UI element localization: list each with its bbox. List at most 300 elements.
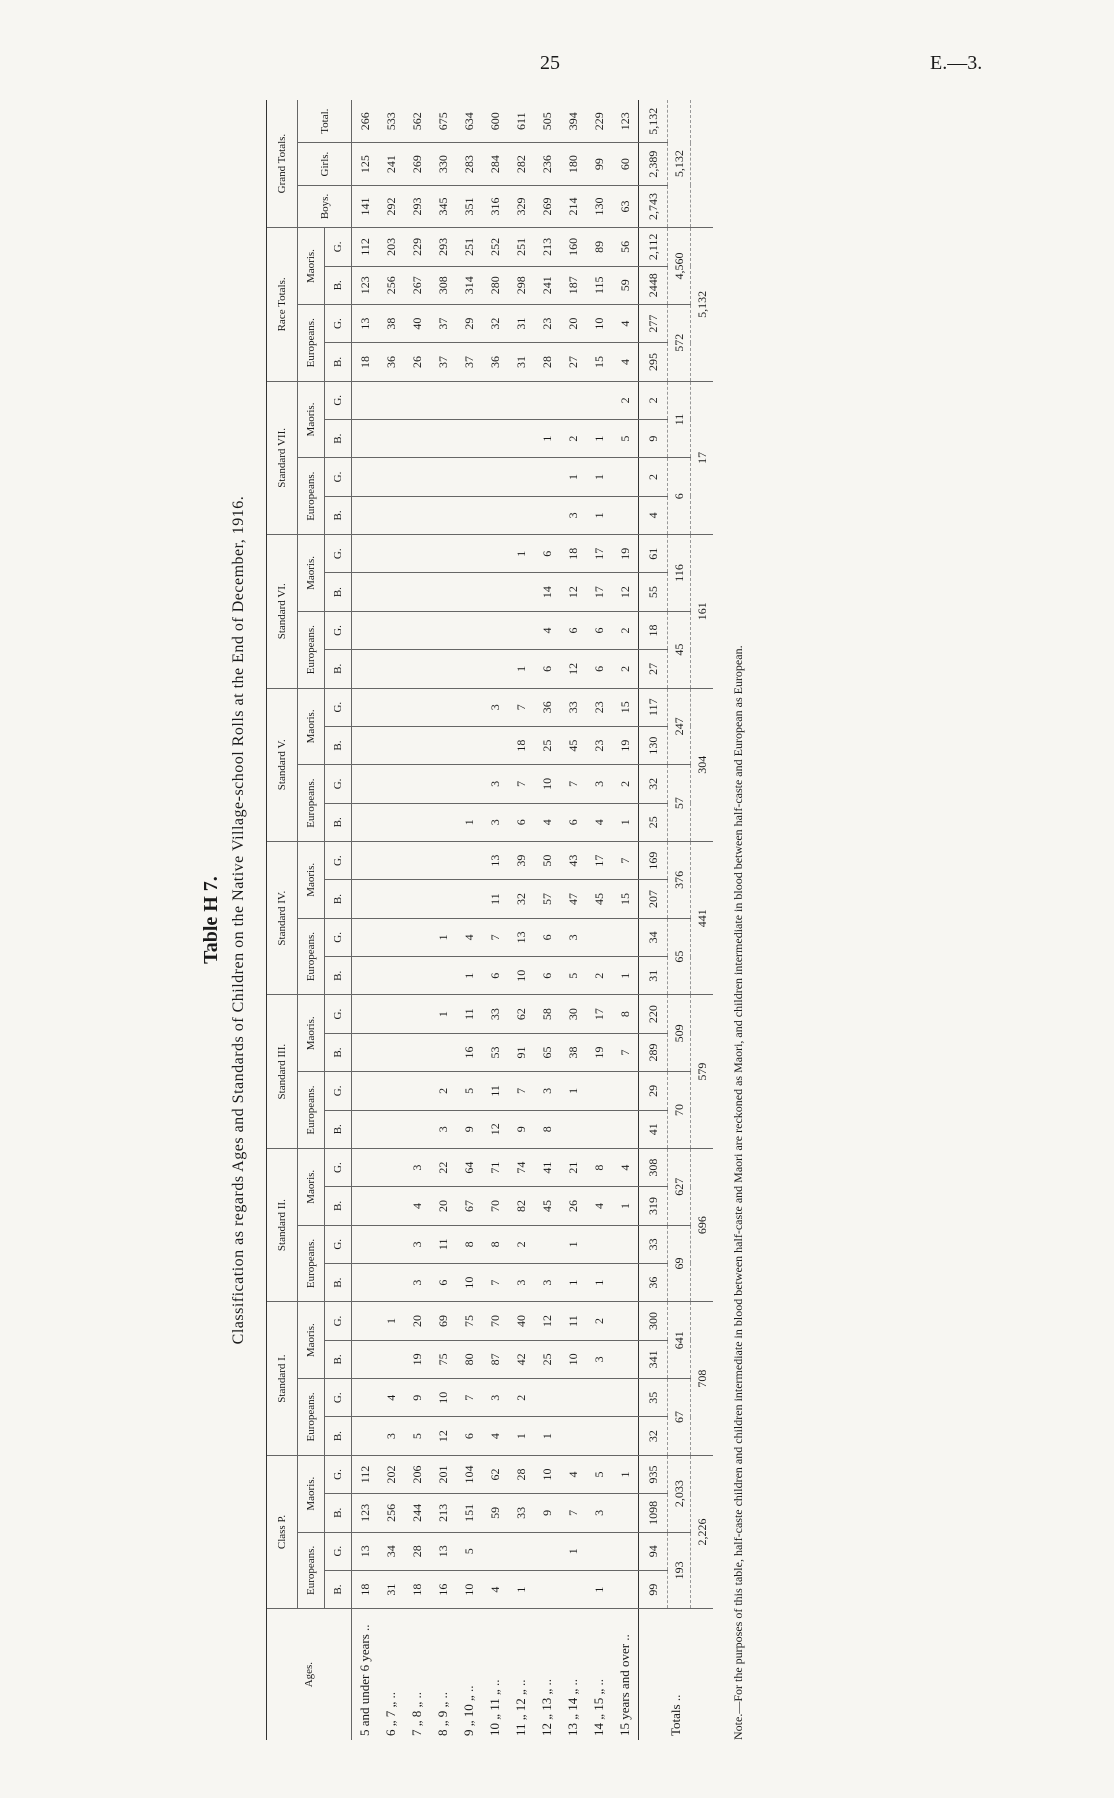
table-cell: 42 xyxy=(508,1340,534,1378)
table-cell xyxy=(612,1340,639,1378)
table-cell: 6 xyxy=(586,611,612,649)
table-cell: 123 xyxy=(612,100,639,143)
table-cell: 8 xyxy=(612,995,639,1033)
table-cell: 6 xyxy=(586,650,612,688)
table-cell: 104 xyxy=(456,1455,482,1493)
girls-col-header: G. xyxy=(325,1225,352,1263)
table-cell: 36 xyxy=(378,343,404,381)
table-cell xyxy=(378,650,404,688)
table-cell: 298 xyxy=(508,266,534,304)
boys-col-header: B. xyxy=(325,1187,352,1225)
table-cell xyxy=(430,381,456,419)
table-cell xyxy=(586,381,612,419)
table-cell xyxy=(378,995,404,1033)
table-cell xyxy=(352,1110,379,1148)
table-cell xyxy=(378,458,404,496)
girls-col-header: G. xyxy=(325,458,352,496)
totals-cell: 2,743 xyxy=(639,185,668,227)
table-cell: 269 xyxy=(534,185,560,227)
table-cell: 1 xyxy=(560,458,586,496)
girls-col-header: G. xyxy=(325,1532,352,1570)
table-cell xyxy=(404,841,430,879)
group-header: Standard II. xyxy=(267,1148,298,1301)
table-cell xyxy=(612,1417,639,1455)
table-cell: 256 xyxy=(378,1494,404,1532)
table-cell: 241 xyxy=(378,143,404,185)
table-cell: 7 xyxy=(612,841,639,879)
table-cell: 10 xyxy=(560,1340,586,1378)
totals-cell: 2448 xyxy=(639,266,668,304)
table-cell: 1 xyxy=(456,803,482,841)
standard-total-blank xyxy=(691,100,714,228)
europeans-subtotal: 65 xyxy=(668,918,691,995)
table-cell: 6 xyxy=(560,611,586,649)
table-cell: 36 xyxy=(534,688,560,726)
totals-cell: 295 xyxy=(639,343,668,381)
maoris-header: Maoris. xyxy=(298,995,325,1072)
totals-cell: 277 xyxy=(639,304,668,342)
table-cell: 56 xyxy=(612,228,639,266)
group-header: Standard VI. xyxy=(267,535,298,688)
table-cell xyxy=(378,1263,404,1301)
table-cell: 3 xyxy=(482,765,508,803)
table-cell: 3 xyxy=(534,1072,560,1110)
table-cell xyxy=(404,573,430,611)
girls-col-header: G. xyxy=(325,611,352,649)
table-cell: 13 xyxy=(352,1532,379,1570)
table-cell xyxy=(482,419,508,457)
table-cell: 8 xyxy=(482,1225,508,1263)
table-cell xyxy=(378,880,404,918)
totals-cell: 55 xyxy=(639,573,668,611)
boys-col-header: B. xyxy=(325,496,352,534)
table-title: Table H 7. xyxy=(200,876,222,964)
table-cell xyxy=(430,880,456,918)
race-subtotals-row xyxy=(668,100,691,1740)
table-cell xyxy=(612,1532,639,1570)
table-cell xyxy=(404,650,430,688)
girls-col-header: G. xyxy=(325,535,352,573)
table-cell xyxy=(404,1072,430,1110)
table-cell xyxy=(404,726,430,764)
totals-cell: 1098 xyxy=(639,1494,668,1532)
table-cell: 562 xyxy=(404,100,430,143)
header-row-race xyxy=(298,100,325,1740)
table-cell: 4 xyxy=(378,1379,404,1417)
totals-cell: 130 xyxy=(639,726,668,764)
table-cell xyxy=(352,650,379,688)
table-cell: 292 xyxy=(378,185,404,227)
table-cell: 82 xyxy=(508,1187,534,1225)
europeans-subtotal: 572 xyxy=(668,304,691,381)
table-cell: 634 xyxy=(456,100,482,143)
table-cell: 28 xyxy=(534,343,560,381)
table-cell: 9 xyxy=(534,1494,560,1532)
table-cell: 2 xyxy=(612,650,639,688)
table-cell: 251 xyxy=(456,228,482,266)
table-cell xyxy=(612,1225,639,1263)
table-cell xyxy=(352,1033,379,1071)
table-cell: 13 xyxy=(482,841,508,879)
table-cell xyxy=(378,611,404,649)
table-cell: 351 xyxy=(456,185,482,227)
table-cell: 12 xyxy=(534,1302,560,1340)
standard-total: 441 xyxy=(691,841,714,994)
table-cell xyxy=(430,650,456,688)
classification-table xyxy=(266,100,713,1740)
table-cell: 4 xyxy=(534,611,560,649)
maoris-header: Maoris. xyxy=(298,535,325,612)
group-header: Standard VII. xyxy=(267,381,298,534)
table-cell xyxy=(612,1494,639,1532)
europeans-header: Europeans. xyxy=(298,765,325,842)
table-cell: 9 xyxy=(508,1110,534,1148)
totals-cell: 2,112 xyxy=(639,228,668,266)
table-cell: 229 xyxy=(586,100,612,143)
table-cell: 284 xyxy=(482,143,508,185)
girls-col-header: G. xyxy=(325,1148,352,1186)
table-cell xyxy=(456,688,482,726)
grand-totals-header: Grand Totals. xyxy=(267,100,298,228)
table-cell xyxy=(456,611,482,649)
table-cell xyxy=(404,995,430,1033)
girls-col-header: G. xyxy=(325,841,352,879)
totals-cell: 34 xyxy=(639,918,668,956)
table-cell: 1 xyxy=(508,1417,534,1455)
table-cell xyxy=(352,496,379,534)
table-cell xyxy=(378,726,404,764)
table-cell: 5 xyxy=(456,1532,482,1570)
table-cell: 4 xyxy=(456,918,482,956)
table-cell xyxy=(534,1570,560,1608)
table-cell: 4 xyxy=(534,803,560,841)
table-cell: 17 xyxy=(586,995,612,1033)
totals-cell: 27 xyxy=(639,650,668,688)
table-cell: 1 xyxy=(430,995,456,1033)
table-cell xyxy=(456,841,482,879)
table-cell xyxy=(430,573,456,611)
boys-col-header: B. xyxy=(325,1417,352,1455)
totals-cell: 31 xyxy=(639,957,668,995)
table-cell xyxy=(456,458,482,496)
table-cell: 15 xyxy=(612,880,639,918)
table-cell xyxy=(352,1379,379,1417)
table-cell xyxy=(404,381,430,419)
table-cell: 32 xyxy=(508,880,534,918)
table-cell: 2 xyxy=(586,1302,612,1340)
age-label: 10 „ 11 „ .. xyxy=(487,1679,502,1736)
table-cell xyxy=(352,1187,379,1225)
table-cell: 38 xyxy=(560,1033,586,1071)
totals-cell: 32 xyxy=(639,765,668,803)
table-cell: 3 xyxy=(404,1148,430,1186)
table-cell: 16 xyxy=(456,1033,482,1071)
table-cell: 1 xyxy=(534,419,560,457)
table-cell xyxy=(482,650,508,688)
table-cell: 34 xyxy=(378,1532,404,1570)
table-cell: 1 xyxy=(586,1570,612,1608)
table-cell: 14 xyxy=(534,573,560,611)
table-cell: 282 xyxy=(508,143,534,185)
table-cell: 31 xyxy=(378,1570,404,1608)
table-cell xyxy=(430,419,456,457)
totals-cell: 341 xyxy=(639,1340,668,1378)
table-cell xyxy=(404,535,430,573)
europeans-header: Europeans. xyxy=(298,458,325,535)
totals-cell: 2 xyxy=(639,458,668,496)
maoris-header: Maoris. xyxy=(298,841,325,918)
table-cell: 19 xyxy=(404,1340,430,1378)
europeans-subtotal: 6 xyxy=(668,458,691,535)
totals-cell: 169 xyxy=(639,841,668,879)
table-cell: 11 xyxy=(482,1072,508,1110)
standard-totals-row xyxy=(691,100,714,1740)
europeans-subtotal: 70 xyxy=(668,1072,691,1149)
totals-cell: 300 xyxy=(639,1302,668,1340)
age-label: 12 „ 13 „ .. xyxy=(539,1678,554,1736)
table-cell: 4 xyxy=(612,1148,639,1186)
boys-col-header: B. xyxy=(325,266,352,304)
table-cell: 600 xyxy=(482,100,508,143)
maoris-subtotal: 376 xyxy=(668,841,691,918)
table-cell: 18 xyxy=(508,726,534,764)
rotated-table-block xyxy=(200,100,940,1740)
age-label: 15 years and over .. xyxy=(617,1634,632,1736)
maoris-header: Maoris. xyxy=(298,1148,325,1225)
table-cell: 203 xyxy=(378,228,404,266)
table-cell xyxy=(378,381,404,419)
table-cell: 62 xyxy=(508,995,534,1033)
standard-total: 17 xyxy=(691,381,714,534)
table-cell: 151 xyxy=(456,1494,482,1532)
table-cell xyxy=(378,1072,404,1110)
table-cell: 12 xyxy=(430,1417,456,1455)
table-cell: 17 xyxy=(586,841,612,879)
table-cell: 1 xyxy=(378,1302,404,1340)
table-row xyxy=(404,100,430,1740)
table-cell: 41 xyxy=(534,1148,560,1186)
standard-total: 579 xyxy=(691,995,714,1148)
table-cell: 59 xyxy=(482,1494,508,1532)
table-cell: 2 xyxy=(560,419,586,457)
table-cell: 63 xyxy=(612,185,639,227)
age-label: 5 and under 6 years .. xyxy=(357,1624,372,1736)
maoris-header: Maoris. xyxy=(298,381,325,458)
table-cell: 26 xyxy=(404,343,430,381)
age-label: 6 „ 7 „ .. xyxy=(383,1691,398,1736)
table-cell: 40 xyxy=(404,304,430,342)
ages-header: Ages. xyxy=(267,1609,352,1740)
girls-col-header: G. xyxy=(325,1379,352,1417)
totals-cell: 99 xyxy=(639,1570,668,1608)
table-cell: 7 xyxy=(560,765,586,803)
totals-cell: 308 xyxy=(639,1148,668,1186)
table-cell: 283 xyxy=(456,143,482,185)
table-cell: 115 xyxy=(586,266,612,304)
table-cell xyxy=(612,458,639,496)
table-cell: 8 xyxy=(456,1225,482,1263)
table-cell: 206 xyxy=(404,1455,430,1493)
totals-cell: 41 xyxy=(639,1110,668,1148)
table-cell xyxy=(508,1532,534,1570)
standard-total: 2,226 xyxy=(691,1455,714,1608)
table-cell: 26 xyxy=(560,1187,586,1225)
table-cell xyxy=(404,419,430,457)
standard-total: 708 xyxy=(691,1302,714,1455)
girls-col-header: G. xyxy=(325,304,352,342)
table-cell: 123 xyxy=(352,1494,379,1532)
standard-total: 161 xyxy=(691,535,714,688)
table-cell: 5 xyxy=(456,1072,482,1110)
totals-cell: 94 xyxy=(639,1532,668,1570)
table-cell xyxy=(430,957,456,995)
table-cell xyxy=(456,765,482,803)
maoris-subtotal: 509 xyxy=(668,995,691,1072)
table-cell: 8 xyxy=(534,1110,560,1148)
boys-col-header: B. xyxy=(325,1110,352,1148)
table-row xyxy=(534,100,560,1740)
table-cell xyxy=(508,496,534,534)
table-cell: 3 xyxy=(560,918,586,956)
table-cell: 12 xyxy=(560,573,586,611)
table-cell xyxy=(404,496,430,534)
boys-col-header: B. xyxy=(325,957,352,995)
table-cell xyxy=(430,803,456,841)
table-cell xyxy=(586,1110,612,1148)
table-cell: 6 xyxy=(534,918,560,956)
table-cell: 112 xyxy=(352,1455,379,1493)
table-cell: 2 xyxy=(612,381,639,419)
table-cell xyxy=(586,1417,612,1455)
boys-col-header: B. xyxy=(325,726,352,764)
age-label: 9 „ 10 „ .. xyxy=(461,1685,476,1736)
table-cell: 50 xyxy=(534,841,560,879)
table-cell: 57 xyxy=(534,880,560,918)
table-cell: 6 xyxy=(482,957,508,995)
table-cell xyxy=(482,496,508,534)
table-cell xyxy=(378,1110,404,1148)
europeans-subtotal: 67 xyxy=(668,1379,691,1456)
table-cell: 308 xyxy=(430,266,456,304)
table-cell: 7 xyxy=(456,1379,482,1417)
table-cell xyxy=(378,918,404,956)
table-cell: 15 xyxy=(586,343,612,381)
table-cell: 58 xyxy=(534,995,560,1033)
table-cell xyxy=(612,1072,639,1110)
table-cell: 10 xyxy=(534,765,560,803)
table-cell: 43 xyxy=(560,841,586,879)
table-cell xyxy=(352,1148,379,1186)
table-cell xyxy=(456,535,482,573)
table-cell: 10 xyxy=(456,1570,482,1608)
table-cell: 3 xyxy=(378,1417,404,1455)
table-cell: 202 xyxy=(378,1455,404,1493)
table-cell: 62 xyxy=(482,1455,508,1493)
europeans-header: Europeans. xyxy=(298,918,325,995)
table-cell: 112 xyxy=(352,228,379,266)
table-cell: 1 xyxy=(508,535,534,573)
table-row xyxy=(482,100,508,1740)
table-cell xyxy=(352,1417,379,1455)
table-cell: 6 xyxy=(430,1263,456,1301)
table-cell: 11 xyxy=(560,1302,586,1340)
table-cell: 45 xyxy=(534,1187,560,1225)
table-cell xyxy=(352,1072,379,1110)
table-cell: 7 xyxy=(482,918,508,956)
table-cell: 1 xyxy=(612,1455,639,1493)
table-cell: 125 xyxy=(352,143,379,185)
table-cell: 37 xyxy=(430,304,456,342)
table-cell: 3 xyxy=(430,1110,456,1148)
header-row-groups xyxy=(267,100,298,1740)
table-cell: 236 xyxy=(534,143,560,185)
totals-cell: 36 xyxy=(639,1263,668,1301)
table-cell xyxy=(430,765,456,803)
totals-cell: 935 xyxy=(639,1455,668,1493)
table-cell xyxy=(430,688,456,726)
table-note: Note.—For the purposes of this table, half-caste children and children intermediate in blood between half-caste and Maori are reckoned as Maori, and children intermediate in blood between half-caste and European as European. xyxy=(731,645,745,1740)
boys-col-header: B. xyxy=(325,419,352,457)
table-cell: 75 xyxy=(456,1302,482,1340)
table-cell xyxy=(534,1225,560,1263)
table-cell xyxy=(378,1340,404,1378)
table-row xyxy=(430,100,456,1740)
table-cell: 7 xyxy=(508,765,534,803)
totals-cell: 5,132 xyxy=(639,100,668,143)
table-cell: 505 xyxy=(534,100,560,143)
table-cell: 18 xyxy=(352,343,379,381)
table-cell: 19 xyxy=(586,1033,612,1071)
table-cell: 23 xyxy=(586,726,612,764)
standard-total: 696 xyxy=(691,1148,714,1301)
table-cell: 3 xyxy=(482,803,508,841)
table-cell: 611 xyxy=(508,100,534,143)
table-cell: 2 xyxy=(612,611,639,649)
table-cell: 1 xyxy=(456,957,482,995)
table-cell xyxy=(352,573,379,611)
table-cell xyxy=(560,1110,586,1148)
table-cell: 1 xyxy=(430,918,456,956)
table-cell: 2 xyxy=(508,1225,534,1263)
table-cell: 214 xyxy=(560,185,586,227)
table-cell: 20 xyxy=(404,1302,430,1340)
table-cell xyxy=(352,803,379,841)
table-cell xyxy=(378,841,404,879)
totals-cell: 117 xyxy=(639,688,668,726)
table-cell: 18 xyxy=(560,535,586,573)
table-cell xyxy=(404,803,430,841)
totals-cell: 32 xyxy=(639,1417,668,1455)
table-cell xyxy=(482,1532,508,1570)
table-cell xyxy=(352,611,379,649)
table-cell: 3 xyxy=(404,1225,430,1263)
table-cell xyxy=(456,496,482,534)
table-cell xyxy=(378,803,404,841)
table-cell: 1 xyxy=(586,1263,612,1301)
table-cell: 1 xyxy=(586,496,612,534)
table-cell xyxy=(352,688,379,726)
table-cell xyxy=(352,1302,379,1340)
table-cell: 1 xyxy=(586,419,612,457)
table-cell: 256 xyxy=(378,266,404,304)
table-cell: 32 xyxy=(482,304,508,342)
table-cell xyxy=(586,1379,612,1417)
table-cell: 37 xyxy=(430,343,456,381)
table-cell xyxy=(378,1033,404,1071)
table-cell: 33 xyxy=(482,995,508,1033)
table-cell: 267 xyxy=(404,266,430,304)
maoris-header: Maoris. xyxy=(298,1302,325,1379)
